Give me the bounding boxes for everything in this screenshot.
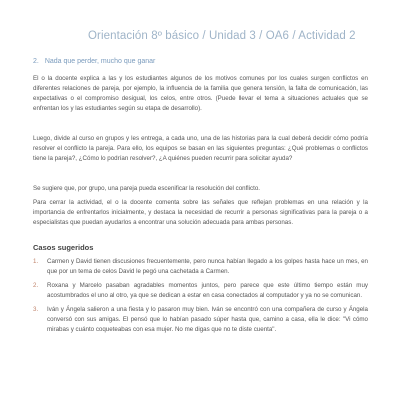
activity-number: 2. [33, 58, 39, 65]
case-item [33, 257, 368, 277]
paragraph-groups: Luego, divide al curso en grupos y les entrega, a cada uno, una de las historias para la cual deberá decidir cómo podría resolver el conflicto la pareja. Para ello, los equipos se basan en las siguientes preguntas: ¿Qué problemas o conflictos tiene la pareja?, ¿Cómo lo podrían resolver?, ¿A quiénes pueden recurrir para solicitar ayuda? [33, 135, 368, 162]
case-item [33, 281, 368, 301]
case-number: 1. [33, 258, 39, 265]
case-text: Iván y Ángela salieron a una fiesta y lo pasaron muy bien. Iván se encontró con una compañera de curso y Ángela conversó con sus amigas. El pensó que lo habían pasado súper hasta que, camino a casa, ella le dice: "Vi cómo mirabas y cuánto coqueteabas con esa mujer. No me digas que no te diste cuenta". [47, 306, 368, 333]
activity-subtitle [33, 58, 155, 65]
case-text: Carmen y David tienen discusiones frecuentemente, pero nunca habían llegado a los golpes hasta hace un mes, en que por un tema de celos David le pegó una cachetada a Carmen. [47, 258, 368, 275]
section-heading: Casos sugeridos [33, 243, 94, 252]
paragraph-suggestion: Se sugiere que, por grupo, una pareja pueda escenificar la resolución del conflicto. [33, 185, 261, 192]
paragraph-closing: Para cerrar la actividad, el o la docente comenta sobre las señales que reflejan problemas en una relación y la importancia de enfrentarlos inicialmente, y destaca la necesidad de recurrir a personas significativas para la pareja o a especialistas que puedan ayudarlos a encontrar una solución adecuada para ambas personas. [33, 199, 368, 226]
case-number: 3. [33, 306, 39, 313]
case-number: 2. [33, 282, 39, 289]
paragraph-intro: El o la docente explica a las y los estudiantes algunos de los motivos comunes por los cuales surgen conflictos en diferentes relaciones de pareja, por ejemplo, la influencia de la familia que genera tensión, la falta de comunicación, las expectativas o el compromiso desigual, los celos, entre otros. (Puede llevar el tema a situaciones actuales que se enfrentan los y las estudiantes según su etapa de desarrollo). [33, 75, 368, 112]
cases-list [33, 257, 368, 339]
document-header-title: Orientación 8º básico / Unidad 3 / OA6 / Actividad 2 [88, 30, 356, 42]
case-text: Roxana y Marcelo pasaban agradables momentos juntos, pero parece que este último tiempo están muy acostumbrados el uno al otro, ya que se dedican a estar en casa conectados al computador y ya no se comunican. [47, 282, 368, 299]
activity-title: Nada que perder, mucho que ganar [44, 58, 156, 65]
case-item [33, 305, 368, 335]
